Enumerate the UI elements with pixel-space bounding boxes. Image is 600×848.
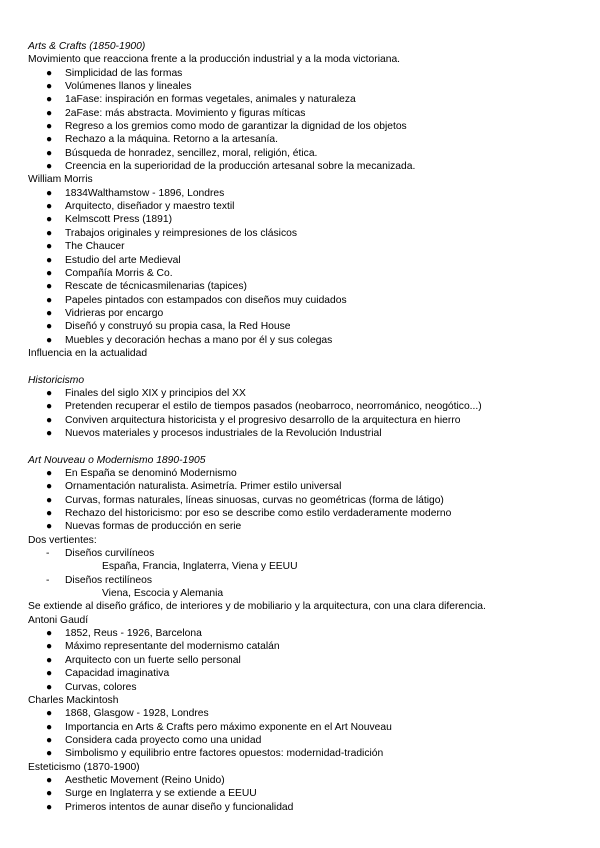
list-item: [28, 107, 580, 120]
vertiente-label: Diseños rectilíneos: [65, 574, 152, 586]
william-morris-heading: William Morris: [28, 174, 93, 186]
list-item: [28, 133, 580, 146]
bullet-icon: ●: [46, 107, 53, 119]
list-item: [28, 280, 580, 293]
vertiente-label: Diseños curvilíneos: [65, 548, 155, 560]
bullet-icon: ●: [46, 708, 53, 720]
list-item: [28, 294, 580, 307]
list-item-text: Curvas, formas naturales, líneas sinuosas, curvas no geométricas (forma de látigo): [65, 494, 444, 506]
list-item-text: Rescate de técnicasmilenarias (tapices): [65, 281, 247, 293]
list-item-text: 1834Walthamstow - 1896, Londres: [65, 187, 225, 199]
mackintosh-heading: Charles Mackintosh: [28, 694, 119, 706]
bullet-icon: ●: [46, 628, 53, 640]
mackintosh-list: [28, 707, 580, 760]
list-item: [28, 93, 580, 106]
list-item: [28, 520, 580, 533]
extends-line: Se extiende al diseño gráfico, de interiores y de mobiliario y la arquitectura, con una clara diferencia.: [28, 601, 486, 613]
list-item: [28, 787, 580, 800]
list-item: [28, 400, 580, 413]
list-item-text: Arquitecto, diseñador y maestro textil: [65, 201, 235, 213]
spacer: [28, 440, 580, 453]
arts-crafts-list: [28, 67, 580, 174]
list-item-text: Trabajos originales y reimpresiones de los clásicos: [65, 227, 297, 239]
list-item: [28, 254, 580, 267]
list-item-text: Curvas, colores: [65, 681, 137, 693]
bullet-icon: ●: [46, 521, 53, 533]
list-item-text: Simplicidad de las formas: [65, 67, 183, 79]
list-item: [28, 320, 580, 333]
bullet-icon: ●: [46, 201, 53, 213]
bullet-icon: ●: [46, 161, 53, 173]
bullet-icon: ●: [46, 681, 53, 693]
bullet-icon: ●: [46, 494, 53, 506]
list-item-text: Volúmenes llanos y lineales: [65, 81, 192, 93]
bullet-icon: ●: [46, 641, 53, 653]
list-item: [28, 747, 580, 760]
list-item-text: Regreso a los gremios como modo de garantizar la dignidad de los objetos: [65, 121, 407, 133]
dash-marker: -: [46, 548, 50, 560]
bullet-icon: ●: [46, 81, 53, 93]
list-item-text: Vidrieras por encargo: [65, 307, 164, 319]
section-title-historicismo: Historicismo: [28, 374, 85, 386]
list-item: [28, 160, 580, 173]
list-item-text: Primeros intentos de aunar diseño y funcionalidad: [65, 801, 294, 813]
list-item: [28, 227, 580, 240]
spacer: [28, 360, 580, 373]
list-item-text: Muebles y decoración hechas a mano por él y sus colegas: [65, 334, 333, 346]
bullet-icon: ●: [46, 481, 53, 493]
bullet-icon: ●: [46, 654, 53, 666]
bullet-icon: ●: [46, 214, 53, 226]
bullet-icon: ●: [46, 801, 53, 813]
list-item: [28, 667, 580, 680]
bullet-icon: ●: [46, 334, 53, 346]
bullet-icon: ●: [46, 94, 53, 106]
list-item: [28, 427, 580, 440]
list-item: [28, 334, 580, 347]
vertientes-heading: Dos vertientes:: [28, 534, 97, 546]
bullet-icon: ●: [46, 414, 53, 426]
vertiente-detail: España, Francia, Inglaterra, Viena y EEUU: [102, 561, 298, 573]
list-item-text: Kelmscott Press (1891): [65, 214, 173, 226]
art-nouveau-list: [28, 467, 580, 534]
bullet-icon: ●: [46, 401, 53, 413]
list-item-text: Estudio del arte Medieval: [65, 254, 181, 266]
list-item: [28, 414, 580, 427]
list-item: [28, 267, 580, 280]
bullet-icon: ●: [46, 254, 53, 266]
list-item-text: Nuevas formas de producción en serie: [65, 521, 242, 533]
bullet-icon: ●: [46, 267, 53, 279]
list-item: [28, 200, 580, 213]
list-item-text: Creencia en la superioridad de la producción artesanal sobre la mecanizada.: [65, 161, 416, 173]
list-item-text: Ornamentación naturalista. Asimetría. Primer estilo universal: [65, 481, 342, 493]
list-item: [28, 147, 580, 160]
list-item-text: Máximo representante del modernismo catalán: [65, 641, 280, 653]
vertiente-item: [28, 547, 580, 560]
section-title-arts-crafts: Arts & Crafts (1850-1900): [28, 41, 146, 52]
list-item: [28, 707, 580, 720]
list-item: [28, 774, 580, 787]
bullet-icon: ●: [46, 774, 53, 786]
dash-marker: -: [46, 574, 50, 586]
list-item: [28, 721, 580, 734]
list-item: [28, 627, 580, 640]
list-item: [28, 387, 580, 400]
list-item: [28, 80, 580, 93]
list-item-text: Nuevos materiales y procesos industriales de la Revolución Industrial: [65, 427, 382, 439]
historicismo-list: [28, 387, 580, 440]
bullet-icon: ●: [46, 508, 53, 520]
bullet-icon: ●: [46, 668, 53, 680]
list-item: [28, 213, 580, 226]
list-item: [28, 681, 580, 694]
bullet-icon: ●: [46, 721, 53, 733]
section-title-art-nouveau: Art Nouveau o Modernismo 1890-1905: [28, 454, 206, 466]
bullet-icon: ●: [46, 134, 53, 146]
list-item-text: Rechazo a la máquina. Retorno a la artesanía.: [65, 134, 278, 146]
list-item: [28, 307, 580, 320]
arts-crafts-intro: Movimiento que reacciona frente a la producción industrial y a la moda victoriana.: [28, 54, 401, 66]
list-item-text: En España se denominó Modernismo: [65, 468, 237, 479]
list-item-text: Aesthetic Movement (Reino Unido): [65, 774, 225, 786]
list-item-text: Búsqueda de honradez, sencillez, moral, religión, ética.: [65, 147, 318, 159]
bullet-icon: ●: [46, 307, 53, 319]
list-item: [28, 640, 580, 653]
william-morris-list: [28, 187, 580, 347]
bullet-icon: ●: [46, 281, 53, 293]
bullet-icon: ●: [46, 788, 53, 800]
bullet-icon: ●: [46, 121, 53, 133]
list-item: [28, 480, 580, 493]
bullet-icon: ●: [46, 67, 53, 79]
list-item-text: Simbolismo y equilibrio entre factores opuestos: modernidad-tradición: [65, 748, 384, 760]
bullet-icon: ●: [46, 427, 53, 439]
list-item: [28, 187, 580, 200]
list-item-text: Diseñó y construyó su propia casa, la Red House: [65, 321, 291, 333]
list-item: [28, 494, 580, 507]
bullet-icon: ●: [46, 294, 53, 306]
list-item-text: Considera cada proyecto como una unidad: [65, 734, 262, 746]
list-item-text: Surge en Inglaterra y se extiende a EEUU: [65, 788, 257, 800]
bullet-icon: ●: [46, 321, 53, 333]
bullet-icon: ●: [46, 187, 53, 199]
esteticismo-list: [28, 774, 580, 814]
list-item: [28, 120, 580, 133]
influence-line: Influencia en la actualidad: [28, 347, 148, 359]
list-item-text: 2aFase: más abstracta. Movimiento y figuras míticas: [65, 107, 306, 119]
list-item: [28, 67, 580, 80]
list-item-text: Importancia en Arts & Crafts pero máximo exponente en el Art Nouveau: [65, 721, 392, 733]
bullet-icon: ●: [46, 748, 53, 760]
bullet-icon: ●: [46, 147, 53, 159]
list-item-text: Conviven arquitectura historicista y el progresivo desarrollo de la arquitectura en hierro: [65, 414, 461, 426]
list-item: [28, 507, 580, 520]
section-title-esteticismo: Esteticismo (1870-1900): [28, 761, 140, 773]
list-item-text: Papeles pintados con estampados con diseños muy cuidados: [65, 294, 347, 306]
list-item: [28, 467, 580, 480]
list-item: [28, 734, 580, 747]
bullet-icon: ●: [46, 387, 53, 399]
list-item-text: 1852, Reus - 1926, Barcelona: [65, 628, 202, 640]
list-item: [28, 654, 580, 667]
gaudi-list: [28, 627, 580, 694]
bullet-icon: ●: [46, 734, 53, 746]
list-item-text: Compañía Morris & Co.: [65, 267, 173, 279]
list-item-text: Pretenden recuperar el estilo de tiempos pasados (neobarroco, neorrománico, neogótico...): [65, 401, 482, 413]
list-item: [28, 240, 580, 253]
list-item-text: The Chaucer: [65, 241, 125, 253]
list-item-text: Capacidad imaginativa: [65, 668, 170, 680]
list-item-text: Finales del siglo XIX y principios del XX: [65, 387, 246, 399]
vertiente-detail: Viena, Escocia y Alemania: [102, 588, 224, 600]
bullet-icon: ●: [46, 468, 53, 479]
list-item-text: 1aFase: inspiración en formas vegetales, animales y naturaleza: [65, 94, 356, 106]
bullet-icon: ●: [46, 227, 53, 239]
bullet-icon: ●: [46, 241, 53, 253]
list-item-text: Rechazo del historicismo: por eso se describe como estilo verdaderamente moderno: [65, 508, 452, 520]
vertiente-item: [28, 574, 580, 587]
list-item: [28, 801, 580, 814]
list-item-text: 1868, Glasgow - 1928, Londres: [65, 708, 209, 720]
gaudi-heading: Antoni Gaudí: [28, 614, 89, 626]
list-item-text: Arquitecto con un fuerte sello personal: [65, 654, 241, 666]
